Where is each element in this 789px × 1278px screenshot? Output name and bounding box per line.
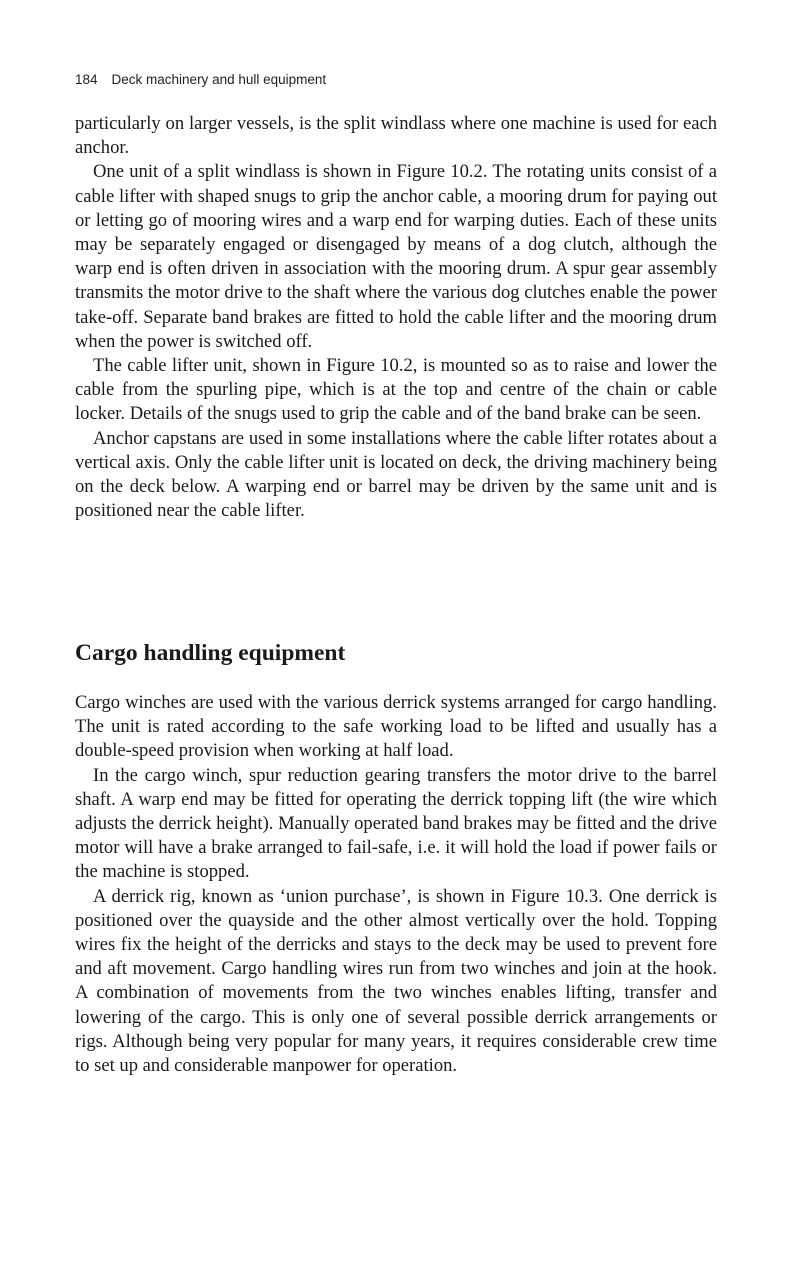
paragraph: One unit of a split windlass is shown in Figure 10.2. The rotating units consist of a cable lifter with shaped snugs to grip the anchor cable, a mooring drum for paying out or letting go of mooring wires and a warp end for warping duties. Each of these units may be separately engaged or disengaged by means of a dog clutch, although the warp end is often driven in association with the mooring drum. A spur gear assembly transmits the motor drive to the shaft where the various dog clutches enable the power take-off. Separate band brakes are fitted to hold the cable lifter and the mooring drum when the power is switched off. — [75, 161, 717, 352]
paragraph: Anchor capstans are used in some installations where the cable lifter rotates about a vertical axis. Only the cable lifter unit is located on deck, the driving machinery being on the deck below. A warping end or barrel may be driven by the same unit and is positioned near the cable lifter. — [75, 427, 717, 522]
running-head — [75, 72, 326, 87]
section-heading: Cargo handling equipment — [75, 640, 346, 666]
running-title: Deck machinery and hull equipment — [111, 72, 327, 87]
page-number: 184 — [75, 72, 98, 87]
paragraph: The cable lifter unit, shown in Figure 10.2, is mounted so as to raise and lower the cable from the spurling pipe, which is at the top and centre of the chain or cable locker. Details of the snugs used to grip the cable and of the band brake can be seen. — [75, 355, 717, 425]
paragraph: Cargo winches are used with the various derrick systems arranged for cargo handling. The unit is rated according to the safe working load to be lifted and usually has a double-speed provision when working at half load. — [75, 692, 717, 762]
section-cargo-text — [75, 691, 717, 1078]
paragraph: particularly on larger vessels, is the split windlass where one machine is used for each anchor. — [75, 113, 717, 159]
paragraph: In the cargo winch, spur reduction gearing transfers the motor drive to the barrel shaft. A warp end may be fitted for operating the derrick topping lift (the wire which adjusts the derrick height). Manually operated band brakes may be fitted and the drive motor will have a brake arranged to fail-safe, i.e. it will hold the load if power fails or the machine is stopped. — [75, 764, 717, 883]
section-windlass-text — [75, 112, 717, 523]
paragraph: A derrick rig, known as ‘union purchase’, is shown in Figure 10.3. One derrick is positioned over the quayside and the other almost vertically over the hold. Topping wires fix the height of the derricks and stays to the deck may be used to prevent fore and aft movement. Cargo handling wires run from two winches and join at the hook. A combination of movements from the two winches enables lifting, transfer and lowering of the cargo. This is only one of several possible derrick arrangements or rigs. Although being very popular for many years, it requires considerable crew time to set up and considerable manpower for operation. — [75, 885, 717, 1077]
